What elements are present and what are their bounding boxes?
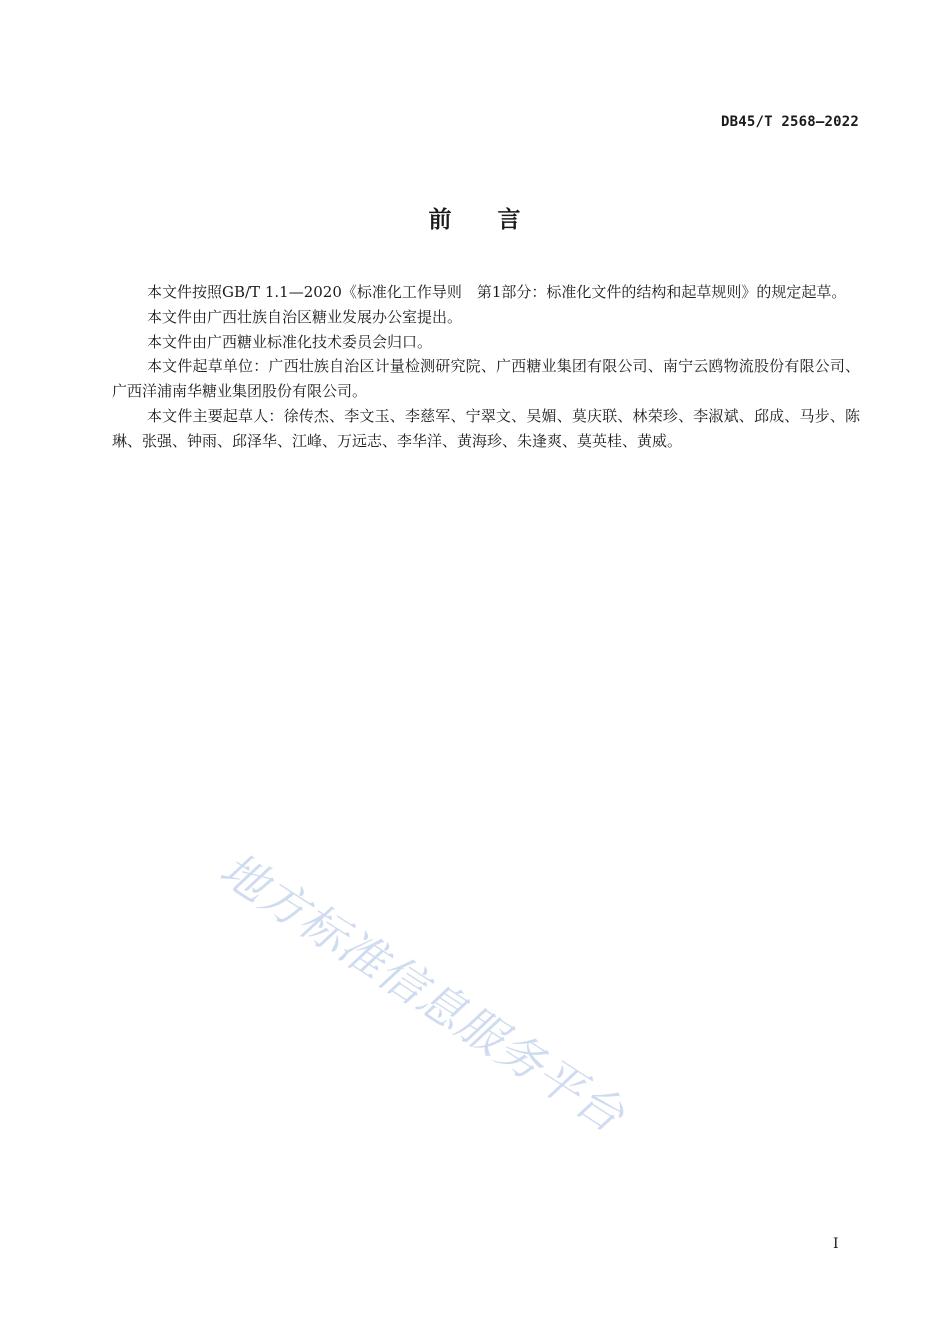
watermark: 地方标准信息服务平台 [210,841,635,1143]
paragraph-drafting-units: 本文件起草单位：广西壮族自治区计量检测研究院、广西糖业集团有限公司、南宁云鸥物流股份有限公司、广西洋浦南华糖业集团股份有限公司。 [112,357,860,401]
paragraph-drafters: 本文件主要起草人：徐传杰、李文玉、李慈军、宁翠文、吴媚、莫庆联、林荣珍、李淑斌、邱成、马步、陈琳、张强、钟雨、邱泽华、江峰、万远志、李华洋、黄海珍、朱逢爽、莫英桂、黄威。 [112,406,860,450]
document-body [112,280,860,454]
page-number: I [833,1236,839,1252]
paragraph-proposer: 本文件由广西壮族自治区糖业发展办公室提出。 [147,307,463,326]
page-title: 前 言 [428,207,522,233]
paragraph-drafting-basis: 本文件按照GB/T 1.1—2020《标准化工作导则 第1部分：标准化文件的结构和起草规则》的规定起草。 [147,283,847,301]
paragraph-centralized-unit: 本文件由广西糖业标准化技术委员会归口。 [147,332,433,351]
document-code: DB45/T 2568—2022 [720,114,859,130]
